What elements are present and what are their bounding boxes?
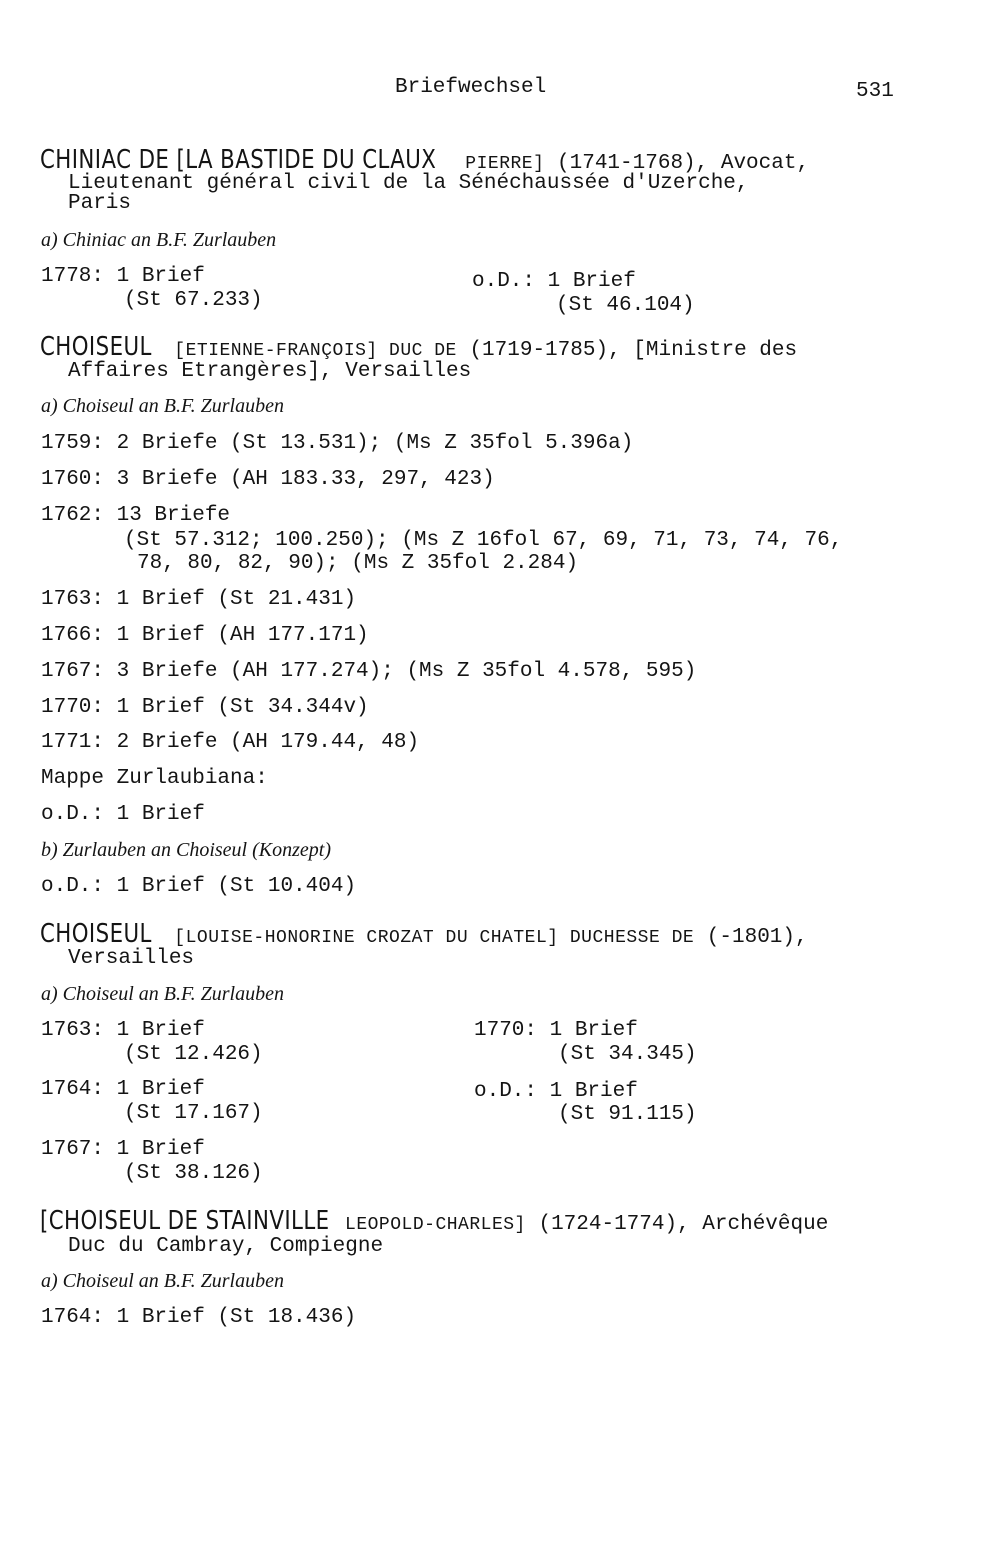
letter-line: 1762: 13 Briefe: [41, 504, 231, 527]
letter-line: 78, 80, 82, 90); (Ms Z 35fol 2.284): [137, 552, 579, 575]
letter-line: 1763: 1 Brief (St 21.431): [41, 588, 357, 611]
entry-location: Versailles: [68, 947, 195, 970]
letter-reference: (St 91.115): [558, 1103, 697, 1126]
entry-heading: [40, 1206, 828, 1236]
letter-line: Mappe Zurlaubiana:: [41, 767, 268, 790]
entry-details: (-1801),: [694, 926, 808, 949]
letter-reference: (St 38.126): [124, 1162, 263, 1185]
section-heading-a: a) Choiseul an B.F. Zurlauben: [41, 1270, 284, 1292]
letter-line: 1766: 1 Brief (AH 177.171): [41, 624, 369, 647]
letter-reference: (St 46.104): [556, 294, 695, 317]
entry-heading: [40, 332, 797, 362]
entry-given-name: PIERRE]: [465, 154, 545, 174]
entry-details: (1724-1774), Archévêque: [525, 1213, 829, 1236]
entry-name: CHINIAC DE [LA BASTIDE DU CLAUX: [40, 145, 437, 175]
letter-reference: (St 12.426): [124, 1043, 263, 1066]
letter-reference: (St 17.167): [124, 1102, 263, 1125]
letter-entry: 1778: 1 Brief: [41, 265, 205, 288]
letter-line: (St 57.312; 100.250); (Ms Z 16fol 67, 69, 71, 73, 74, 76,: [124, 529, 843, 552]
entry-heading: [40, 145, 809, 175]
letter-line: 1760: 3 Briefe (AH 183.33, 297, 423): [41, 468, 495, 491]
entry-name: CHOISEUL: [40, 332, 152, 362]
entry-heading: [40, 919, 808, 949]
page-number: 531: [856, 80, 894, 103]
entry-details: (1719-1785), [Ministre des: [456, 339, 798, 362]
letter-entry: 1770: 1 Brief: [474, 1019, 638, 1042]
letter-line: o.D.: 1 Brief: [41, 803, 205, 826]
entry-name: [CHOISEUL DE STAINVILLE: [40, 1206, 330, 1236]
letter-entry: o.D.: 1 Brief: [474, 1080, 638, 1103]
letter-reference: (St 34.345): [558, 1043, 697, 1066]
letter-line: 1759: 2 Briefe (St 13.531); (Ms Z 35fol 5.396a): [41, 432, 634, 455]
letter-line: 1771: 2 Briefe (AH 179.44, 48): [41, 731, 420, 754]
letter-line: 1767: 3 Briefe (AH 177.274); (Ms Z 35fol 4.578, 595): [41, 660, 697, 683]
letter-line: 1764: 1 Brief (St 18.436): [41, 1306, 357, 1329]
section-heading-b: b) Zurlauben an Choiseul (Konzept): [41, 839, 331, 861]
entry-given-name: [LOUISE-HONORINE CROZAT DU CHATEL] DUCHESSE DE: [174, 928, 695, 948]
entry-details: (1741-1768), Avocat,: [544, 152, 810, 175]
entry-given-name: [ETIENNE-FRANÇOIS] DUC DE: [174, 341, 457, 361]
letter-line: 1770: 1 Brief (St 34.344v): [41, 696, 369, 719]
section-heading-a: a) Choiseul an B.F. Zurlauben: [41, 983, 284, 1005]
entry-details-line: Lieutenant général civil de la Sénéchaussée d'Uzerche,: [68, 172, 749, 195]
letter-reference: (St 67.233): [124, 289, 263, 312]
entry-location: Paris: [68, 192, 132, 215]
letter-entry: 1764: 1 Brief: [41, 1078, 205, 1101]
section-heading-a: a) Chiniac an B.F. Zurlauben: [41, 229, 277, 251]
entry-details-line: Affaires Etrangères], Versailles: [68, 360, 472, 383]
letter-line: o.D.: 1 Brief (St 10.404): [41, 875, 357, 898]
running-head-title: Briefwechsel: [395, 76, 547, 99]
entry-name: CHOISEUL: [40, 919, 152, 949]
letter-entry: o.D.: 1 Brief: [472, 270, 636, 293]
section-heading-a: a) Choiseul an B.F. Zurlauben: [41, 395, 284, 417]
entry-given-name: LEOPOLD-CHARLES]: [345, 1215, 526, 1235]
letter-entry: 1767: 1 Brief: [41, 1138, 205, 1161]
letter-entry: 1763: 1 Brief: [41, 1019, 205, 1042]
entry-location: Duc du Cambray, Compiegne: [68, 1235, 384, 1258]
